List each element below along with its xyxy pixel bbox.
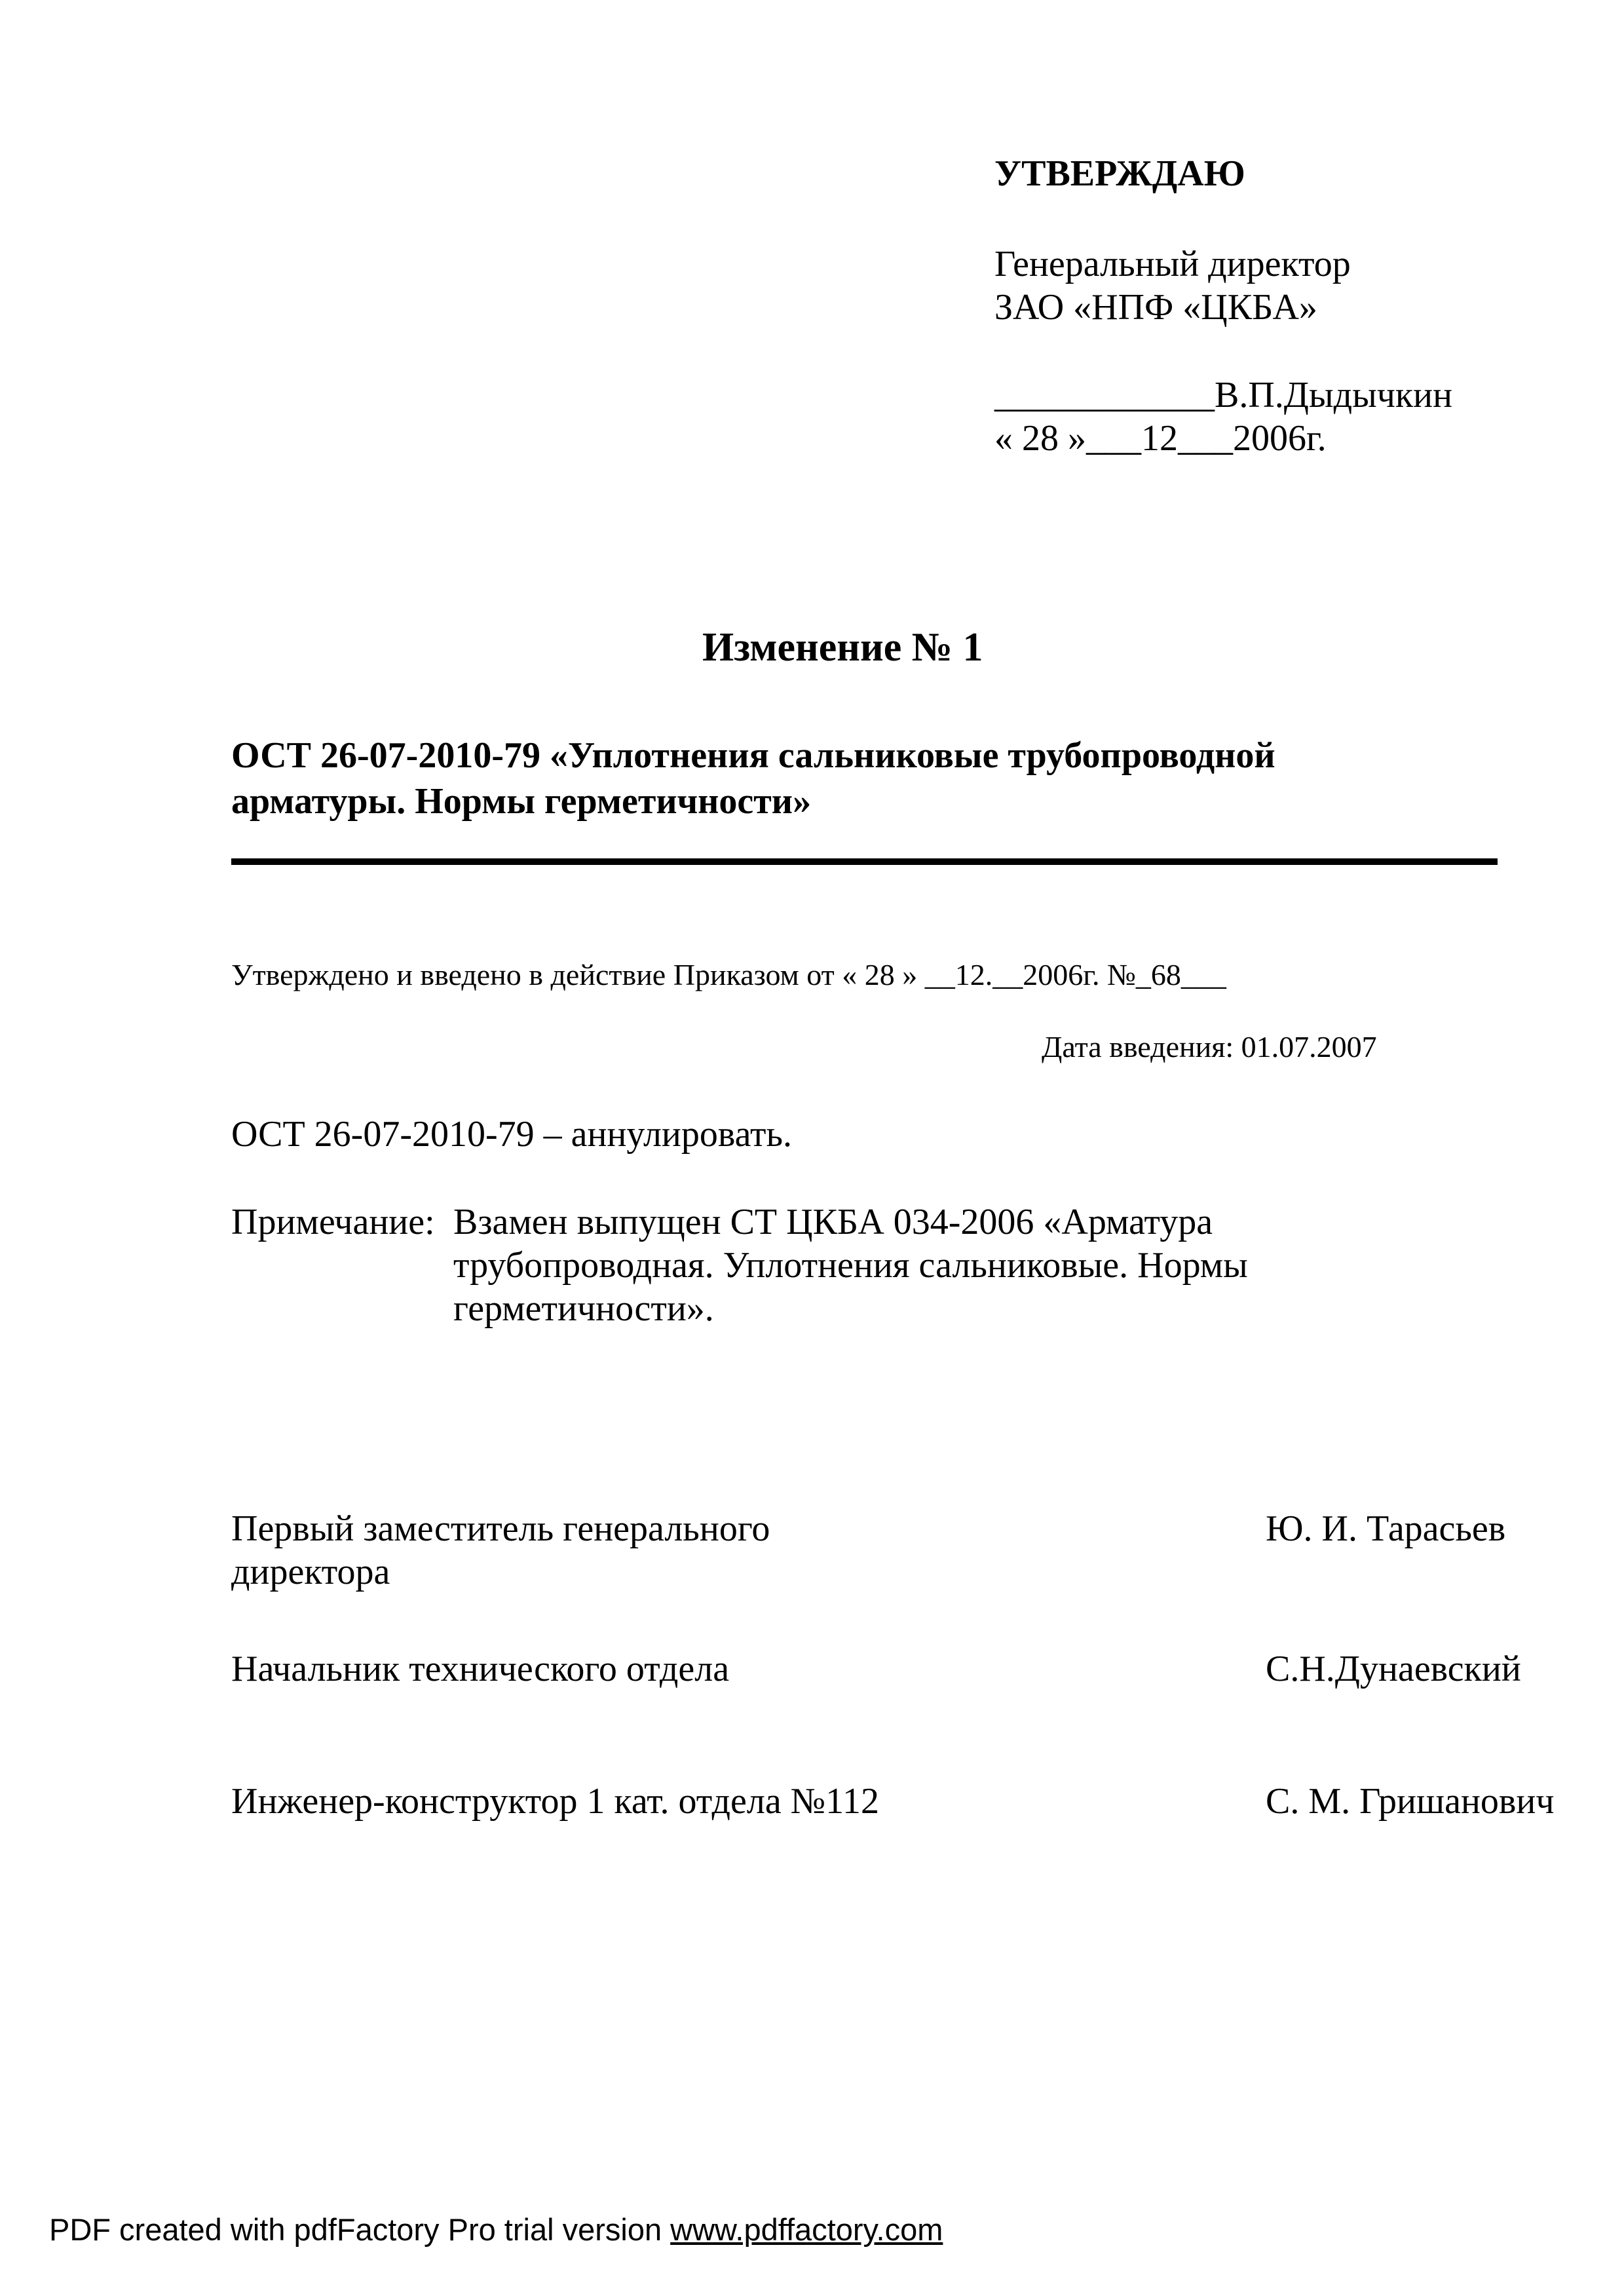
document-title: Изменение № 1 — [702, 625, 983, 670]
effective-date: Дата введения: 01.07.2007 — [1042, 1030, 1377, 1063]
pdf-footer-link[interactable]: www.pdffactory.com — [670, 2212, 943, 2247]
approval-position-line2: ЗАО «НПФ «ЦКБА» — [994, 287, 1317, 328]
pdf-footer-text: PDF created with pdfFactory Pro trial version — [49, 2212, 671, 2247]
subtitle-line2: арматуры. Нормы герметичности» — [231, 781, 812, 822]
signatory-2-name: С.Н.Дунаевский — [1266, 1649, 1521, 1689]
approval-signature-line: ____________В.П.Дыдычкин — [994, 375, 1453, 415]
note-line2: трубопроводная. Уплотнения сальниковые. Нормы — [453, 1245, 1248, 1286]
approval-date-line: « 28 »___12___2006г. — [994, 418, 1327, 459]
signatory-3-role: Инженер-конструктор 1 кат. отдела №112 — [231, 1781, 880, 1822]
signatory-1-role-line2: директора — [231, 1552, 390, 1592]
signatory-1-name: Ю. И. Тарасьев — [1266, 1508, 1506, 1549]
order-line: Утверждено и введено в действие Приказом от « 28 » __12.__2006г. №_68___ — [231, 958, 1226, 991]
pdf-footer — [49, 2211, 943, 2248]
note-label: Примечание: — [231, 1202, 435, 1242]
title-divider — [231, 858, 1498, 865]
signatory-2-role: Начальник технического отдела — [231, 1649, 730, 1689]
note-line1: Взамен выпущен СТ ЦКБА 034-2006 «Арматура — [453, 1202, 1213, 1242]
approval-heading: УТВЕРЖДАЮ — [994, 153, 1245, 194]
signatory-1-role-line1: Первый заместитель генерального — [231, 1508, 770, 1549]
signatory-3-name: С. М. Гришанович — [1266, 1781, 1555, 1822]
subtitle-line1: ОСТ 26-07-2010-79 «Уплотнения сальниковые трубопроводной — [231, 735, 1275, 776]
approval-position-line1: Генеральный директор — [994, 244, 1351, 284]
note-line3: герметичности». — [453, 1288, 714, 1329]
annul-text: ОСТ 26-07-2010-79 – аннулировать. — [231, 1114, 792, 1155]
